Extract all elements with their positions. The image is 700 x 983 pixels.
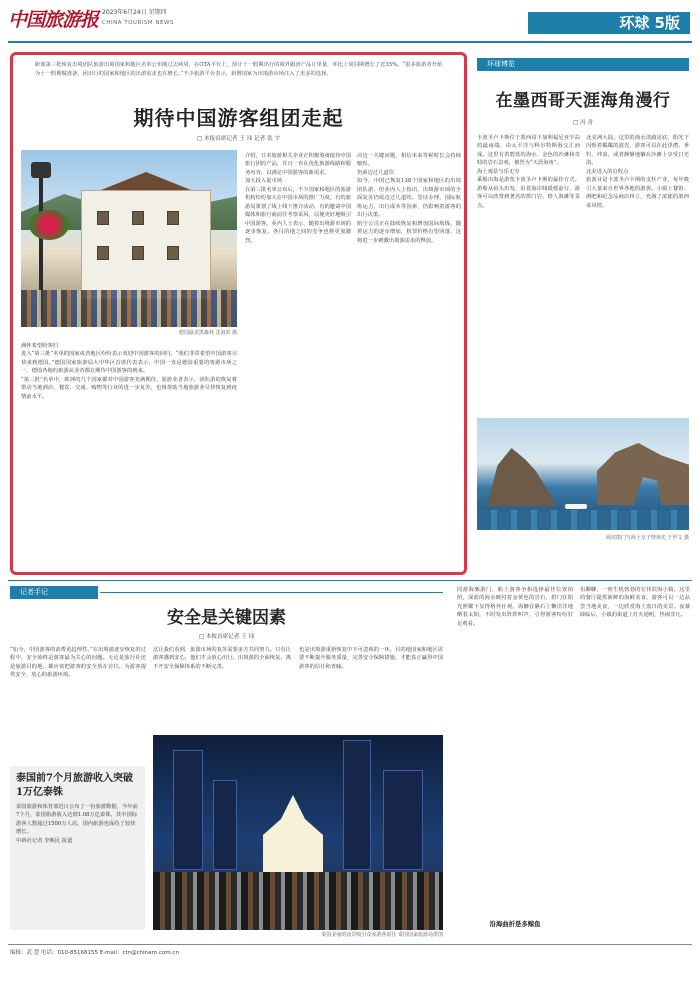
feature-article[interactable] <box>10 52 467 575</box>
feature-headline: 期待中国游客组团走起 <box>133 106 344 130</box>
travel-lower-column-2: 侣聊聊，一座生机勃勃的宏伟滨海小镇。这里的餐厅提供新鲜的海鲜美食，游客可以一边品尝当地美食，一边欣赏海上落日的美景。夜幕降临后，小镇的街道上灯火通明，热闹非凡。 <box>580 587 690 619</box>
travel-column-1: 卡波圣卢卡斯位于墨西哥下加利福尼亚半岛的最南端，由太平洋与科尔特斯海交汇而成。这里有着碧蓝的海水、金色的沙滩和奇特的岩石景观，被誉为“天涯海角”。 海上观景与乐无穷 乘船出海是游览卡波圣卢卡斯的最佳方式。游船从码头出发，沿着海岸线缓缓前行，游客可以欣赏到著名的拱门岩、情人海滩等景点。 <box>477 135 580 209</box>
journal-section-tag: 记者手记 <box>10 586 98 599</box>
feature-photo-caption: 德国最美黑森林 沈海滨 摄 <box>178 330 237 336</box>
feature-column-2: 介绍，日本旅游相关企业正积极筹备接待中国旅行团的产品，并且一直在优化旅游线路和服务内容，以满足中国游客的新需求。 加大投入促市场 在第三批名单公布后，不少国家和地区的旅游机构纷纷加大在中国市场的推广力度。有的旅游局策划了线上线下推介活动，有的邀请中国媒体和旅行商前往考察采风，以便更好地吸引中国游客。业内人士表示，随着出境游市场的逐步恢复，各目的地之间的竞争也将更加激烈。 <box>245 153 351 244</box>
newspaper-english-name: CHINA TOURISM NEWS <box>102 20 174 26</box>
travel-byline: □ 冯 青 <box>572 120 594 126</box>
masthead <box>0 0 700 44</box>
photo-cabo-arch <box>477 418 689 530</box>
safety-column-1: “如今，中国游客的消费更趋理性。”在出境游逐步恢复的过程中，安全始终是游客最为关心的问题。无论是旅行社还是旅游目的地，都应该把游客的安全放在首位，为游客提供安全、放心的旅游环境。 <box>10 647 146 679</box>
safety-byline: □ 本报首席记者 王 玮 <box>198 634 255 640</box>
travel-section-tag: 环球博览 <box>477 58 689 71</box>
travel-headline: 在墨西哥天涯海角漫行 <box>495 91 671 111</box>
journal-rule <box>100 592 443 593</box>
feature-column-3: 决这一关键问题，相信未来等候时长会持续缩短。 仍须迈过几道坎 如今，中国已恢复138个国家和地区的出境团队游，但业内人士指出，出境游市场的全面复苏仍需迈过几道坎。签证办理、国际航班运力、出行成本等因素，仍影响着游客的出行决策。 航空公司正在陆续恢复和增加国际航线，随着运力的逐步增加，机票价格有望回落，这将进一步刺激出境游需求的释放。 <box>357 153 461 244</box>
photo-thailand-night <box>153 735 443 930</box>
newspaper-logo: 中国旅游报 <box>8 9 99 31</box>
section-divider <box>8 580 692 581</box>
feature-lead: 距离第三批恢复出境团队旅游出境国家和地区名单公布刚过去两周，在OTA平台上，预计十一假期出行的境外跟团产品订单量，环比上周同期增长了近35%。“很多旅游者开始为十一假期做准备，团出行的国家和地区的出游需求也在增长。”不少旅游平台表示，新增国家为出境游市场注入了更多的选择。 <box>35 62 443 77</box>
travel-photo-caption: 海滨拱门与海上交子情观光 于世文 摄 <box>605 535 689 541</box>
safety-column-3: 也是出境游重新恢复中不可忽视的一环。目的地国家和地区需要不断提升服务质量，完善安全保障措施，才能真正赢得中国游客的信任和青睐。 <box>299 647 443 670</box>
safety-photo-caption: 泰国美丽的夜景吸引众多游客前往 泰国国家旅游局供图 <box>321 932 443 938</box>
section-badge: 环球 5版 <box>528 12 690 34</box>
safety-column-2: 这让我们看到，旅游市场的复苏需要多方共同努力。只有让游客感到安心，他们才会放心出行。出境游的全面恢复，离不开安全保障体系的不断完善。 <box>153 647 291 670</box>
feature-byline: □ 本报首席记者 王 玮 记者 张 宇 <box>196 136 281 142</box>
travel-column-2: 北美洲大陆。这里的海水清澈见底，阳光下闪烁着粼粼的波光，游客可以在此浮潜、垂钓、冲浪，或者静静地躺在沙滩上享受日光浴。 北美进入的启程点 旅游业是卡波圣卢卡斯的支柱产业，每年吸引大量来自世界各地的游客。小镇上餐馆、酒吧和纪念品商店林立，充满了浓郁的墨西哥风情。 <box>586 135 689 209</box>
thailand-box-body: 泰国旅游和体育部近日公布了一份旅游数据，今年前7个月，泰国旅游收入达到1.08万亿泰铢，其中国际游客人数超过1500万人次，国内旅游也保持了较快增长。 中新社记者 李映民 报道 <box>16 804 138 844</box>
travel-bottom-subhead: 沿海曲折是多鲸鱼 <box>489 920 541 928</box>
footer-rule <box>8 944 692 945</box>
feature-column-1: 满怀希望盼客归 进入“第三批”名单的国家或者地区纷纷表示欢迎中国游客的回归。“我们非常希望中国游客尽快来到德国。”德国国家旅游局大中华区首席代表表示，中国一直是德国重要的客源市场之一，德国各地的旅游从业者都在期待中国游客的到来。 “第三批”名单中，欧洲的几个国家都对中国游客充满期待。旅游业者表示，团队游的恢复将带动当地酒店、餐饮、交通、购物等行业的进一步复苏，也将帮助当地旅游业尽快恢复到疫情前水平。 <box>21 343 237 400</box>
thailand-news-box <box>10 766 145 930</box>
thailand-box-title: 泰国前7个月旅游收入突破1万亿泰铢 <box>16 773 133 798</box>
masthead-rule <box>8 41 692 43</box>
safety-headline: 安全是关键因素 <box>167 608 286 628</box>
issue-date: 2023年6月24日 星期四 <box>102 9 167 16</box>
photo-german-town <box>21 150 237 327</box>
travel-lower-column-1: 同游海豚游门，船上游客争相选择最佳位置拍照。深蓝的海水映衬着金黄色的岩石，拱门在阳光照耀下显得格外壮观。海狮在礁石上懒洋洋地晒着太阳，不时发出阵阵叫声，引得游客纷纷驻足观看。 <box>457 587 573 627</box>
page-footer: 编辑：武 慧 电话：010-85168155 E-mail：ctn@chinarn.com.cn <box>10 950 179 956</box>
